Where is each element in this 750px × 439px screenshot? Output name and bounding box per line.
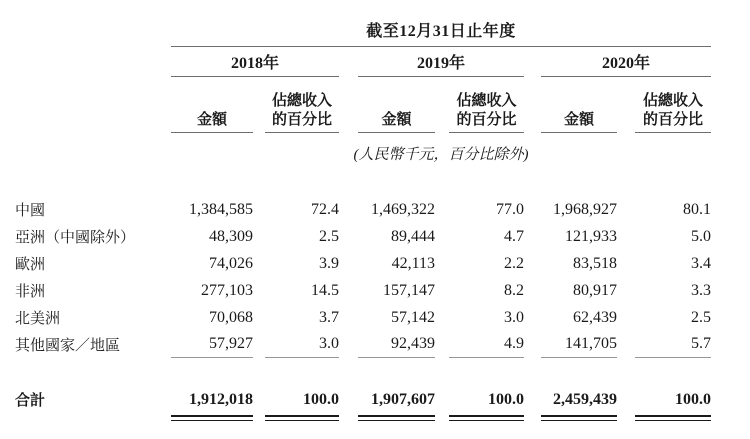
- total-amount-2019: 1,907,607: [371, 390, 435, 408]
- total-pct-2019: 100.0: [488, 390, 524, 408]
- amount-header-label: 金額: [563, 112, 594, 128]
- pct-2020-cell: 80.1: [683, 200, 711, 218]
- row-north-america: [15, 304, 750, 331]
- double-rule: [541, 415, 617, 421]
- double-rule: [265, 415, 339, 421]
- amount-2020-cell: 121,933: [565, 227, 617, 245]
- amount-2020-cell: 141,705: [541, 331, 617, 358]
- amount-2019-cell: 57,142: [391, 308, 435, 326]
- pct-2020-cell: 3.3: [691, 281, 711, 299]
- double-rule: [171, 415, 253, 421]
- row-label: 其他國家／地區: [15, 338, 121, 354]
- pct-2018-cell: 3.0: [265, 331, 339, 358]
- amount-2019-cell: 1,469,322: [371, 200, 435, 218]
- pct-header-line2: 的百分比: [642, 112, 703, 128]
- amount-2018-cell: 70,068: [209, 308, 253, 326]
- pct-header-line1: 佔總收入: [456, 93, 517, 109]
- year-header-row: [15, 47, 750, 77]
- pct-2020-cell: 5.0: [691, 227, 711, 245]
- table-body: [15, 196, 750, 358]
- amount-2018-cell: 277,103: [201, 281, 253, 299]
- total-pct-2020: 100.0: [675, 390, 711, 408]
- row-label: 北美洲: [15, 311, 61, 327]
- year-2020-header: 2020年: [541, 47, 711, 77]
- pct-2019-cell: 8.2: [504, 281, 524, 299]
- pct-header-2018: [265, 77, 339, 133]
- year-2018-header: 2018年: [171, 47, 339, 77]
- amount-header-2018: [171, 77, 253, 133]
- row-africa: [15, 277, 750, 304]
- double-rule: [449, 415, 524, 421]
- amount-2018-cell: 1,384,585: [189, 200, 253, 218]
- pct-header-line1: 佔總收入: [642, 93, 703, 109]
- pct-2018-cell: 3.9: [319, 254, 339, 272]
- row-europe: [15, 250, 750, 277]
- amount-2018-cell: 48,309: [209, 227, 253, 245]
- pct-header-line2: 的百分比: [271, 112, 332, 128]
- pct-2020-cell: 3.4: [691, 254, 711, 272]
- row-label: 非洲: [15, 284, 46, 300]
- row-asia-ex-china: [15, 223, 750, 250]
- amount-2020-cell: 80,917: [573, 281, 617, 299]
- table-title: 截至12月31日止年度: [366, 23, 516, 40]
- pct-2019-cell: 2.2: [504, 254, 524, 272]
- unit-note: (人民幣千元，百分比除外): [353, 147, 529, 163]
- amount-2019-cell: 157,147: [383, 281, 435, 299]
- pct-2018-cell: 3.7: [319, 308, 339, 326]
- pct-header-line1: 佔總收入: [271, 93, 332, 109]
- total-pct-2018: 100.0: [303, 390, 339, 408]
- row-label: 歐洲: [15, 257, 46, 273]
- total-double-rule-row: [15, 415, 750, 421]
- amount-header-2019: [358, 77, 435, 133]
- amount-2020-cell: 1,968,927: [553, 200, 617, 218]
- revenue-by-region-table: [0, 24, 750, 439]
- amount-2019-cell: 89,444: [391, 227, 435, 245]
- amount-2018-cell: 74,026: [209, 254, 253, 272]
- double-rule: [635, 415, 711, 421]
- row-label: 亞洲（中國除外）: [15, 230, 136, 246]
- pct-header-2019: [449, 77, 524, 133]
- pct-2019-cell: 3.0: [504, 308, 524, 326]
- amount-header-label: 金額: [381, 112, 412, 128]
- row-label: 中國: [15, 203, 46, 219]
- total-row: [15, 386, 750, 413]
- amount-2019-cell: 92,439: [358, 331, 435, 358]
- total-label: 合計: [15, 393, 46, 409]
- pct-2019-cell: 77.0: [496, 200, 524, 218]
- row-other-countries: [15, 331, 750, 358]
- amount-2019-cell: 42,113: [391, 254, 435, 272]
- pct-header-2020: [635, 77, 711, 133]
- amount-2020-cell: 62,439: [573, 308, 617, 326]
- pct-2018-cell: 14.5: [311, 281, 339, 299]
- total-amount-2020: 2,459,439: [553, 390, 617, 408]
- row-china: [15, 196, 750, 223]
- amount-2020-cell: 83,518: [573, 254, 617, 272]
- total-amount-2018: 1,912,018: [189, 390, 253, 408]
- double-rule: [358, 415, 435, 421]
- pct-2018-cell: 2.5: [319, 227, 339, 245]
- pct-2020-cell: 2.5: [691, 308, 711, 326]
- amount-2018-cell: 57,927: [171, 331, 253, 358]
- pct-header-line2: 的百分比: [456, 112, 517, 128]
- pct-2020-cell: 5.7: [635, 331, 711, 358]
- year-2019-header: 2019年: [358, 47, 524, 77]
- amount-header-2020: [541, 77, 617, 133]
- amount-header-label: 金額: [196, 112, 227, 128]
- column-header-row: [15, 77, 750, 133]
- pct-2019-cell: 4.7: [504, 227, 524, 245]
- pct-2018-cell: 72.4: [311, 200, 339, 218]
- pct-2019-cell: 4.9: [449, 331, 524, 358]
